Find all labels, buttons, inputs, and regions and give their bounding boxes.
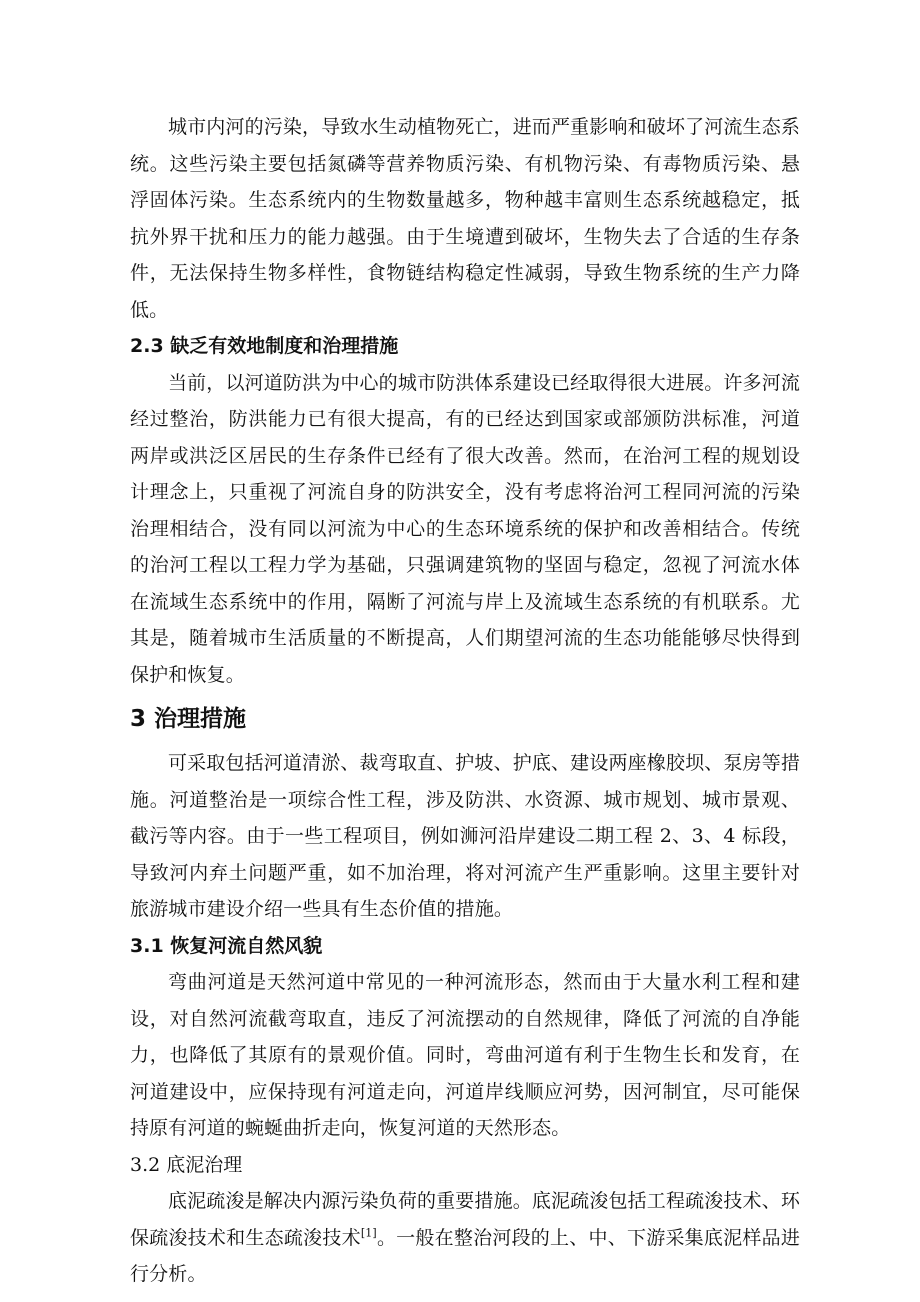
- heading-3-2: 3.2 底泥治理: [130, 1153, 243, 1176]
- heading-3: 3 治理措施: [130, 706, 247, 732]
- paragraph-sediment-text-b: 。一般在整治河段的上、中、下游采集底泥样品进行分析。: [130, 1226, 800, 1285]
- heading-2-3: 2.3 缺乏有效地制度和治理措施: [130, 335, 399, 357]
- document-body: [130, 109, 800, 1293]
- paragraph-sediment-text-a: 底泥疏浚是解决内源污染负荷的重要措施。底泥疏浚包括工程疏浚技术、环保疏浚技术和生态疏浚技术: [130, 1190, 800, 1249]
- heading-3-1: 3.1 恢复河流自然风貌: [130, 934, 323, 957]
- paragraph-flood-control: 当前，以河道防洪为中心的城市防洪体系建设已经取得很大进展。许多河流经过整治，防洪能力已有很大提高，有的已经达到国家或部颁防洪标准，河道两岸或洪泛区居民的生存条件已经有了很大改善。然而，在治河工程的规划设计理念上，只重视了河流自身的防洪安全，没有考虑将治河工程同河流的污染治理相结合，没有同以河流为中心的生态环境系统的保护和改善相结合。传统的治河工程以工程力学为基础，只强调建筑物的坚固与稳定，忽视了河流水体在流域生态系统中的作用，隔断了河流与岸上及流域生态系统的有机联系。尤其是，随着城市生活质量的不断提高，人们期望河流的生态功能能够尽快得到保护和恢复。: [130, 371, 800, 686]
- paragraph-measures: 可采取包括河道清淤、裁弯取直、护坡、护底、建设两座橡胶坝、泵房等措施。河道整治是一项综合性工程，涉及防洪、水资源、城市规划、城市景观、截污等内容。由于一些工程项目，例如浉河沿岸建设二期工程 2、3、4 标段，导致河内弃土问题严重，如不加治理，将对河流产生严重影响。这里主要针对旅游城市建设介绍一些具有生态价值的措施。: [130, 752, 800, 920]
- citation-ref: [1]: [360, 1226, 377, 1240]
- paragraph-water-pollution: 城市内河的污染，导致水生动植物死亡，进而严重影响和破坏了河流生态系统。这些污染主要包括氮磷等营养物质污染、有机物污染、有毒物质污染、悬浮固体污染。生态系统内的生物数量越多，物种越丰富则生态系统越稳定，抵抗外界干扰和压力的能力越强。由于生境遭到破坏，生物失去了合适的生存条件，无法保持生物多样性，食物链结构稳定性减弱，导致生物系统的生产力降低。: [130, 116, 800, 321]
- paragraph-sediment: [130, 1183, 800, 1293]
- paragraph-natural-river: 弯曲河道是天然河道中常见的一种河流形态，然而由于大量水利工程和建设，对自然河流截弯取直，违反了河流摆动的自然规律，降低了河流的自净能力，也降低了其原有的景观价值。同时，弯曲河道有利于生物生长和发育，在河道建设中，应保持现有河道走向，河道岸线顺应河势，因河制宜，尽可能保持原有河道的蜿蜒曲折走向，恢复河道的天然形态。: [130, 971, 800, 1139]
